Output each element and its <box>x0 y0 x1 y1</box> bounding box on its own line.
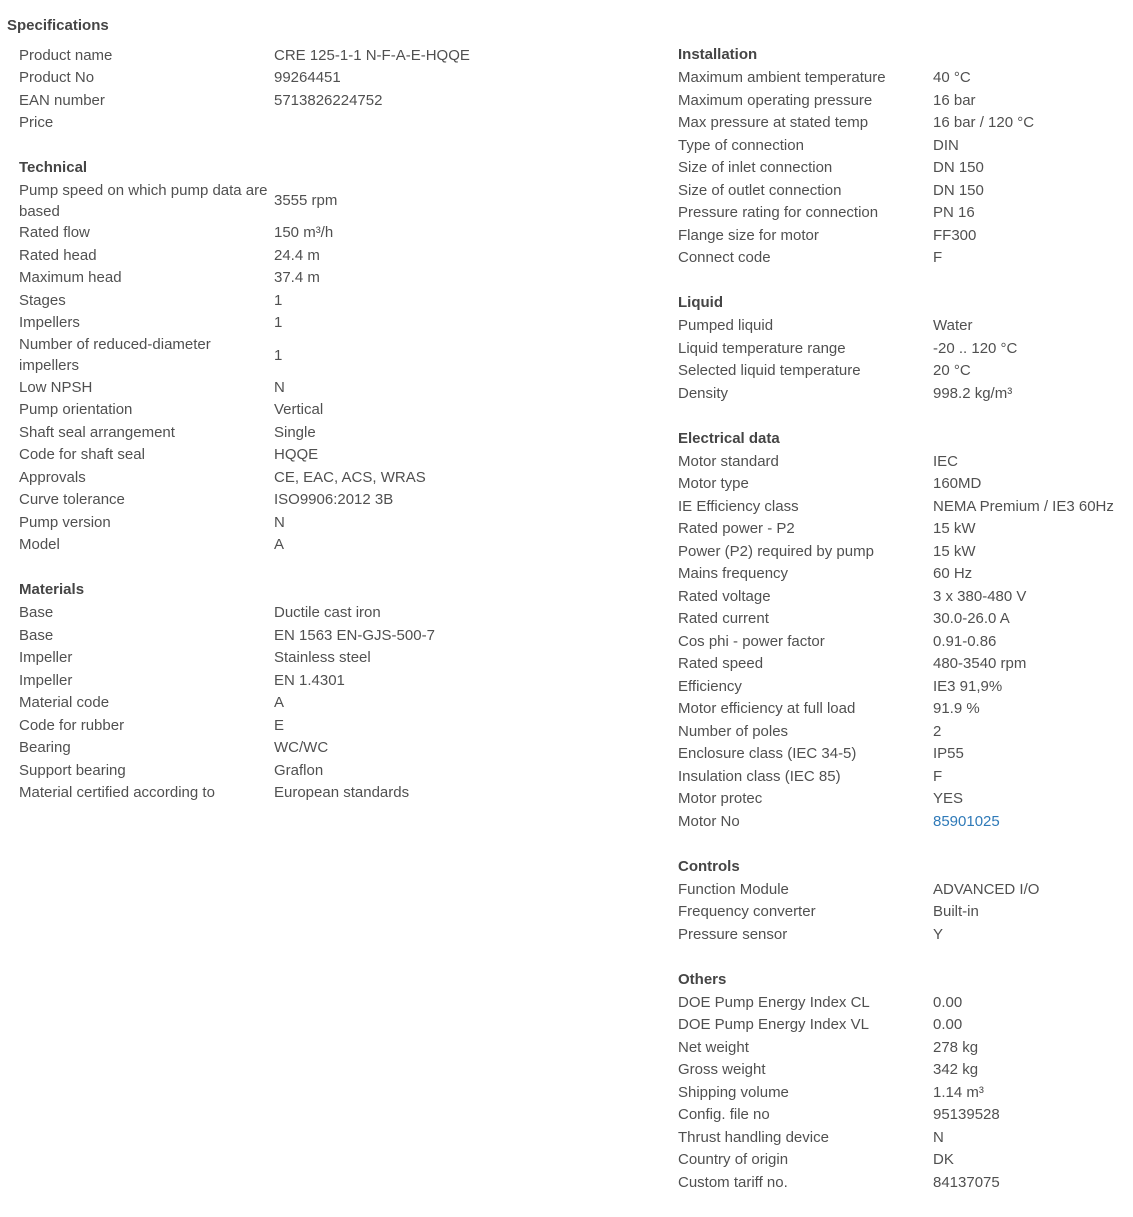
spec-row-mains-frequency <box>678 563 1133 586</box>
spec-label: Rated current <box>678 610 769 628</box>
specs-left-column <box>19 44 519 827</box>
spec-value: Graflon <box>274 761 324 779</box>
spec-row-number-of-reduced-diameter-impellers <box>19 334 519 376</box>
spec-value: 20 °C <box>933 362 971 380</box>
section-technical <box>19 157 519 556</box>
spec-row-number-of-poles <box>678 720 1133 743</box>
spec-row-impeller <box>19 669 519 692</box>
spec-value: EN 1563 EN-GJS-500-7 <box>274 626 435 644</box>
spec-value: 1 <box>274 346 283 364</box>
spec-row-custom-tariff-no <box>678 1171 1133 1194</box>
spec-value: FF300 <box>933 226 977 244</box>
spec-row-base <box>19 624 519 647</box>
spec-row-code-for-rubber <box>19 714 519 737</box>
spec-value: YES <box>933 790 964 808</box>
spec-value: WC/WC <box>274 739 329 757</box>
spec-row-config-file-no <box>678 1104 1133 1127</box>
spec-value: 2 <box>933 722 942 740</box>
spec-label: Motor No <box>678 812 740 830</box>
spec-value: -20 .. 120 °C <box>933 339 1018 357</box>
spec-value: IP55 <box>933 745 964 763</box>
spec-value: CRE 125-1-1 N-F-A-E-HQQE <box>274 46 470 64</box>
spec-value: European standards <box>274 784 410 802</box>
spec-row-maximum-head <box>19 267 519 290</box>
spec-row-net-weight <box>678 1036 1133 1059</box>
spec-label: Motor standard <box>678 452 779 470</box>
spec-label: Support bearing <box>19 761 126 779</box>
spec-label: Motor protec <box>678 790 763 808</box>
spec-label: Efficiency <box>678 677 742 695</box>
spec-label: Maximum ambient temperature <box>678 69 886 87</box>
spec-value: CE, EAC, ACS, WRAS <box>274 468 426 486</box>
spec-value: 3 x 380-480 V <box>933 587 1027 605</box>
spec-label: Curve tolerance <box>19 491 125 509</box>
spec-row-pump-speed-on-which-pump-data-are-based <box>19 180 519 222</box>
spec-value: 16 bar / 120 °C <box>933 114 1035 132</box>
spec-value: ISO9906:2012 3B <box>274 491 394 509</box>
spec-row-rated-head <box>19 244 519 267</box>
spec-label: Frequency converter <box>678 903 816 921</box>
section-title: Technical <box>19 159 88 176</box>
spec-row-doe-pump-energy-index-vl <box>678 1014 1133 1037</box>
spec-label: Selected liquid temperature <box>678 362 861 380</box>
spec-value: 1 <box>274 314 283 332</box>
spec-value: 278 kg <box>933 1038 979 1056</box>
section-general <box>19 44 519 134</box>
spec-row-density <box>678 382 1133 405</box>
spec-value: 15 kW <box>933 542 976 560</box>
spec-row-rated-speed <box>678 653 1133 676</box>
spec-row-size-of-outlet-connection <box>678 179 1133 202</box>
spec-row-base <box>19 602 519 625</box>
spec-value: DIN <box>933 136 959 154</box>
spec-row-doe-pump-energy-index-cl <box>678 991 1133 1014</box>
section-title: Electrical data <box>678 429 780 447</box>
spec-label: Base <box>19 604 54 622</box>
spec-label: Mains frequency <box>678 565 789 583</box>
spec-row-motor-protec <box>678 788 1133 811</box>
spec-value: 1.14 m³ <box>933 1083 984 1101</box>
spec-label: Gross weight <box>678 1061 766 1079</box>
spec-value-link[interactable]: 85901025 <box>933 812 1000 830</box>
spec-label: Motor efficiency at full load <box>678 700 856 718</box>
spec-row-flange-size-for-motor <box>678 224 1133 247</box>
section-title: Installation <box>678 46 758 63</box>
spec-label: Material code <box>19 694 110 712</box>
spec-row-motor-type <box>678 473 1133 496</box>
spec-value: 37.4 m <box>274 269 320 287</box>
spec-row-rated-voltage <box>678 585 1133 608</box>
spec-row-material-certified-according-to <box>19 782 519 805</box>
spec-row-thrust-handling-device <box>678 1126 1133 1149</box>
spec-label: Code for shaft seal <box>19 446 145 464</box>
spec-value: 0.00 <box>933 993 963 1011</box>
spec-label: Pressure rating for connection <box>678 204 879 222</box>
spec-label: Stages <box>19 291 66 309</box>
spec-label: Connect code <box>678 249 771 267</box>
spec-value: Ductile cast iron <box>274 604 381 622</box>
spec-label: Pump version <box>19 513 111 531</box>
spec-label: Pumped liquid <box>678 317 774 335</box>
spec-row-connect-code <box>678 247 1133 270</box>
spec-label: Insulation class (IEC 85) <box>678 767 841 785</box>
spec-value: Water <box>933 317 973 335</box>
spec-label: Cos phi - power factor <box>678 632 825 650</box>
spec-value: 84137075 <box>933 1173 1000 1191</box>
spec-label: Rated power - P2 <box>678 520 795 538</box>
spec-row-ie-efficiency-class <box>678 495 1133 518</box>
spec-row-motor-no <box>678 810 1133 833</box>
spec-row-type-of-connection <box>678 134 1133 157</box>
spec-label: Number of poles <box>678 722 789 740</box>
section-title: Others <box>678 970 727 988</box>
spec-row-max-pressure-at-stated-temp <box>678 112 1133 135</box>
spec-label: Liquid temperature range <box>678 339 846 357</box>
spec-label: Product name <box>19 46 113 64</box>
spec-row-material-code <box>19 692 519 715</box>
spec-value: DK <box>933 1151 954 1169</box>
spec-row-function-module <box>678 878 1133 901</box>
spec-row-motor-efficiency-at-full-load <box>678 698 1133 721</box>
spec-value: 40 °C <box>933 69 971 87</box>
spec-row-country-of-origin <box>678 1149 1133 1172</box>
spec-row-curve-tolerance <box>19 489 519 512</box>
spec-label: Impeller <box>19 649 73 667</box>
spec-value: Built-in <box>933 903 979 921</box>
spec-value: 16 bar <box>933 91 976 109</box>
spec-label: Low NPSH <box>19 378 93 396</box>
spec-value: IEC <box>933 452 959 470</box>
spec-label: Model <box>19 536 60 554</box>
spec-row-pump-orientation <box>19 399 519 422</box>
spec-value: 342 kg <box>933 1061 979 1079</box>
spec-value: DN 150 <box>933 181 984 199</box>
spec-row-efficiency <box>678 675 1133 698</box>
spec-row-support-bearing <box>19 759 519 782</box>
spec-value: 99264451 <box>274 69 341 87</box>
spec-value: A <box>274 536 285 554</box>
section-materials <box>19 579 519 804</box>
spec-value: 91.9 % <box>933 700 980 718</box>
section-electrical-data <box>678 428 1133 833</box>
spec-value: 3555 rpm <box>274 192 338 209</box>
spec-label: Motor type <box>678 475 749 493</box>
spec-value: F <box>933 767 943 785</box>
spec-row-shipping-volume <box>678 1081 1133 1104</box>
spec-value: 0.00 <box>933 1016 963 1034</box>
spec-label: Rated flow <box>19 224 90 242</box>
section-installation <box>678 44 1133 269</box>
spec-row-motor-standard <box>678 450 1133 473</box>
spec-label: Approvals <box>19 468 86 486</box>
spec-label: Rated voltage <box>678 587 771 605</box>
spec-row-rated-current <box>678 608 1133 631</box>
spec-value: N <box>933 1128 944 1146</box>
spec-value: 24.4 m <box>274 246 320 264</box>
spec-row-model <box>19 534 519 557</box>
spec-label: Flange size for motor <box>678 226 819 244</box>
spec-row-rated-flow <box>19 222 519 245</box>
spec-value: E <box>274 716 285 734</box>
spec-value: 15 kW <box>933 520 976 538</box>
spec-row-enclosure-class-iec-34-5 <box>678 743 1133 766</box>
spec-row-product-no <box>19 67 519 90</box>
spec-row-bearing <box>19 737 519 760</box>
spec-label: Type of connection <box>678 136 804 154</box>
spec-label: Pump orientation <box>19 401 133 419</box>
spec-label: Size of inlet connection <box>678 159 833 177</box>
spec-row-pump-version <box>19 511 519 534</box>
spec-label: Maximum operating pressure <box>678 91 873 109</box>
spec-label: Config. file no <box>678 1106 770 1124</box>
spec-label: Function Module <box>678 880 789 898</box>
spec-row-pressure-rating-for-connection <box>678 202 1133 225</box>
spec-row-maximum-operating-pressure <box>678 89 1133 112</box>
spec-row-insulation-class-iec-85 <box>678 765 1133 788</box>
spec-value: 0.91-0.86 <box>933 632 997 650</box>
spec-label: Price <box>19 114 54 132</box>
spec-row-low-npsh <box>19 376 519 399</box>
spec-label: EAN number <box>19 91 105 109</box>
spec-value: 1 <box>274 291 283 309</box>
spec-row-pumped-liquid <box>678 315 1133 338</box>
spec-row-power-p2-required-by-pump <box>678 540 1133 563</box>
spec-row-stages <box>19 289 519 312</box>
spec-value: 60 Hz <box>933 565 973 583</box>
spec-value: 30.0-26.0 A <box>933 610 1010 628</box>
spec-label: Code for rubber <box>19 716 125 734</box>
spec-value: 150 m³/h <box>274 224 334 242</box>
spec-value: IE3 91,9% <box>933 677 1003 695</box>
spec-label: Net weight <box>678 1038 749 1056</box>
spec-row-price <box>19 112 519 135</box>
spec-value: F <box>933 249 943 267</box>
spec-row-gross-weight <box>678 1059 1133 1082</box>
spec-label: Country of origin <box>678 1151 789 1169</box>
spec-label: DOE Pump Energy Index CL <box>678 993 870 1011</box>
spec-value: N <box>274 378 285 396</box>
spec-value: Vertical <box>274 401 324 419</box>
spec-label: Pressure sensor <box>678 925 788 943</box>
spec-row-shaft-seal-arrangement <box>19 421 519 444</box>
spec-value: PN 16 <box>933 204 975 222</box>
spec-label: Thrust handling device <box>678 1128 829 1146</box>
spec-label: Number of reduced-diameter impellers <box>19 336 211 374</box>
spec-label: Shaft seal arrangement <box>19 423 175 441</box>
spec-label: Maximum head <box>19 269 122 287</box>
spec-value: 95139528 <box>933 1106 1000 1124</box>
spec-value: DN 150 <box>933 159 984 177</box>
spec-row-impeller <box>19 647 519 670</box>
spec-value: ADVANCED I/O <box>933 880 1040 898</box>
spec-label: Enclosure class (IEC 34-5) <box>678 745 857 763</box>
spec-label: Pump speed on which pump data are based <box>19 181 268 220</box>
section-liquid <box>678 292 1133 405</box>
spec-value: NEMA Premium / IE3 60Hz <box>933 497 1114 515</box>
spec-row-rated-power-p2 <box>678 518 1133 541</box>
spec-value: A <box>274 694 285 712</box>
spec-row-product-name <box>19 44 519 67</box>
spec-value: Single <box>274 423 316 441</box>
spec-label: Base <box>19 626 54 644</box>
spec-row-maximum-ambient-temperature <box>678 67 1133 90</box>
spec-label: Shipping volume <box>678 1083 789 1101</box>
spec-label: Material certified according to <box>19 784 215 802</box>
spec-label: Rated head <box>19 246 97 264</box>
section-title: Materials <box>19 581 85 598</box>
section-title: Liquid <box>678 294 723 311</box>
section-others <box>678 969 1133 1194</box>
spec-label: Rated speed <box>678 655 764 673</box>
spec-label: Power (P2) required by pump <box>678 542 874 560</box>
spec-label: Impellers <box>19 314 80 332</box>
spec-label: Max pressure at stated temp <box>678 114 869 132</box>
specs-right-column <box>678 44 1133 1217</box>
spec-label: Product No <box>19 69 95 87</box>
spec-value: N <box>274 513 285 531</box>
spec-value: EN 1.4301 <box>274 671 345 689</box>
spec-row-frequency-converter <box>678 901 1133 924</box>
section-controls <box>678 856 1133 946</box>
spec-label: Impeller <box>19 671 73 689</box>
spec-value: HQQE <box>274 446 319 464</box>
spec-row-cos-phi-power-factor <box>678 630 1133 653</box>
spec-label: Bearing <box>19 739 71 757</box>
spec-row-size-of-inlet-connection <box>678 157 1133 180</box>
spec-row-liquid-temperature-range <box>678 337 1133 360</box>
page-title: Specifications <box>7 17 109 34</box>
spec-label: DOE Pump Energy Index VL <box>678 1016 869 1034</box>
spec-value: 998.2 kg/m³ <box>933 384 1013 402</box>
spec-row-code-for-shaft-seal <box>19 444 519 467</box>
spec-row-impellers <box>19 312 519 335</box>
section-title: Controls <box>678 857 740 875</box>
spec-label: Custom tariff no. <box>678 1173 788 1191</box>
spec-value: 480-3540 rpm <box>933 655 1027 673</box>
spec-row-pressure-sensor <box>678 923 1133 946</box>
spec-value: Y <box>933 925 944 943</box>
spec-value: 160MD <box>933 475 982 493</box>
spec-value: Stainless steel <box>274 649 371 667</box>
spec-row-selected-liquid-temperature <box>678 360 1133 383</box>
spec-label: Density <box>678 384 729 402</box>
spec-row-approvals <box>19 466 519 489</box>
spec-label: IE Efficiency class <box>678 497 799 515</box>
spec-value: 5713826224752 <box>274 91 383 109</box>
spec-label: Size of outlet connection <box>678 181 842 199</box>
spec-row-ean-number <box>19 89 519 112</box>
